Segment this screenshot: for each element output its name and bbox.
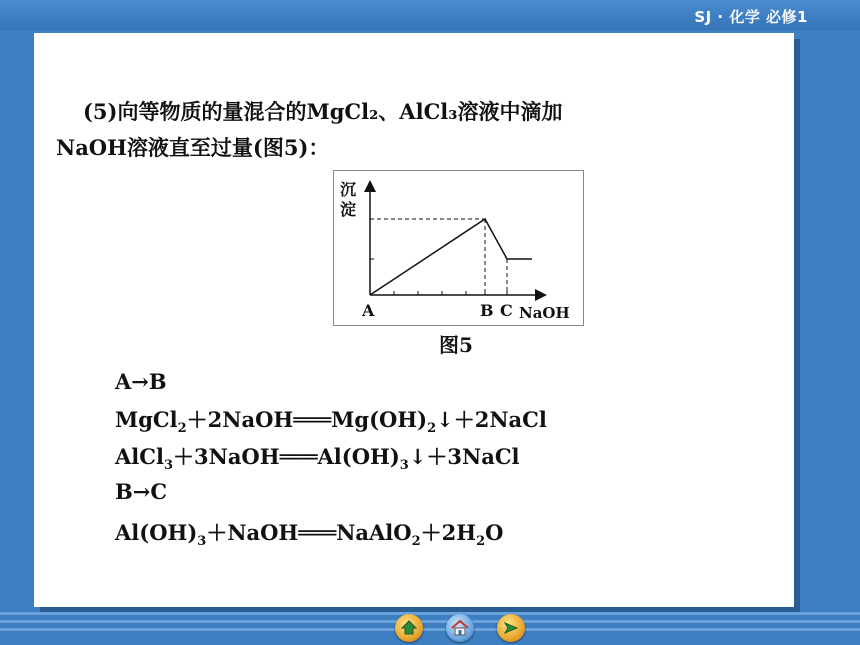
footer-stripe bbox=[0, 612, 860, 615]
eq-part: ＋2NaOH═══Mg(OH) bbox=[186, 407, 428, 432]
back-button[interactable] bbox=[395, 614, 423, 642]
point-a-label: A bbox=[362, 301, 375, 320]
step-start: A bbox=[115, 369, 132, 394]
equation-aloh3 bbox=[115, 517, 503, 549]
eq-subscript: 2 bbox=[177, 421, 187, 437]
intro-line-1: (5)向等物质的量混合的MgCl₂、AlCl₃溶液中滴加 bbox=[83, 99, 563, 124]
eq-part: O bbox=[485, 520, 504, 545]
eq-part: Al(OH) bbox=[115, 520, 198, 545]
eq-subscript: 3 bbox=[197, 534, 207, 550]
eq-part: ＋2H bbox=[420, 520, 477, 545]
right-arrow-icon: → bbox=[131, 369, 149, 394]
right-arrow-icon: → bbox=[132, 479, 151, 504]
eq-part: ＋NaOH═══NaAlO bbox=[206, 520, 412, 545]
home-button[interactable] bbox=[446, 614, 474, 642]
footer-stripe bbox=[0, 628, 860, 631]
eq-subscript: 3 bbox=[163, 458, 174, 474]
step-b-to-c bbox=[115, 479, 167, 504]
forward-button[interactable] bbox=[497, 614, 525, 642]
point-b-label: B bbox=[480, 301, 494, 320]
eq-subscript: 3 bbox=[399, 458, 409, 474]
eq-subscript: 2 bbox=[427, 421, 437, 437]
intro-line-2: NaOH溶液直至过量(图5)： bbox=[56, 135, 330, 160]
eq-part: ＋3NaOH═══Al(OH) bbox=[173, 444, 400, 469]
step-end: C bbox=[150, 479, 168, 504]
precipitate-curve bbox=[370, 219, 532, 295]
eq-subscript: 2 bbox=[411, 534, 421, 550]
course-label: SJ · 化学 必修1 bbox=[694, 8, 808, 26]
x-axis-label: NaOH bbox=[519, 304, 570, 322]
eq-part: ↓＋2NaCl bbox=[436, 407, 547, 432]
equation-alcl3 bbox=[115, 441, 520, 473]
y-label-bottom: 淀 bbox=[340, 200, 357, 219]
figure-caption: 图5 bbox=[439, 333, 473, 357]
point-c-label: C bbox=[500, 301, 513, 320]
step-a-to-b bbox=[115, 369, 167, 394]
back-icon bbox=[399, 618, 419, 638]
footer-stripe bbox=[0, 620, 860, 623]
eq-part: ↓＋3NaCl bbox=[408, 444, 520, 469]
equation-mgcl2 bbox=[115, 404, 547, 436]
y-label-top: 沉 bbox=[340, 180, 357, 199]
eq-part: AlCl bbox=[115, 444, 164, 469]
figure-5 bbox=[333, 170, 584, 326]
step-end: B bbox=[148, 369, 167, 394]
forward-icon bbox=[501, 618, 521, 638]
eq-part: MgCl bbox=[115, 407, 178, 432]
home-icon bbox=[450, 618, 470, 638]
step-start: B bbox=[115, 479, 133, 504]
eq-subscript: 2 bbox=[476, 534, 486, 550]
precipitate-graph bbox=[334, 171, 583, 325]
top-bar bbox=[0, 0, 860, 30]
